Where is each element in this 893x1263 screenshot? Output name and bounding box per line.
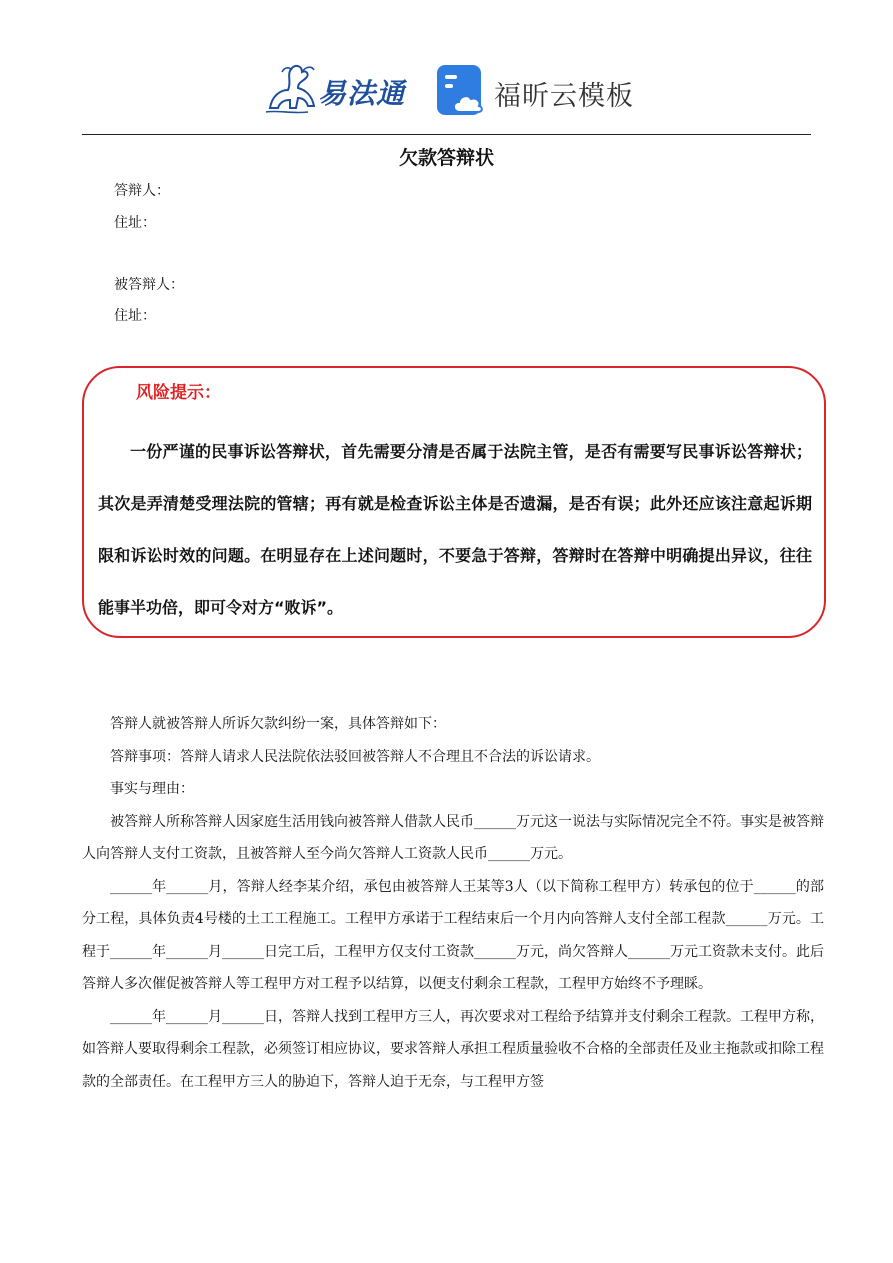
logo1-text: 易法通 [318, 77, 406, 110]
document-header [0, 56, 893, 126]
body-paragraph: ______年______月______日，答辩人找到工程甲方三人，再次要求对工程给予结算并支付剩余工程款。工程甲方称，如答辩人要取得剩余工程款，必须签订相应协议，要求答辩人承担工程质量验收不合格的全部责任及业主拖款或扣除工程款的全部责任。在工程甲方三人的胁迫下，答辩人迫于无奈，与工程甲方签 [82, 1008, 824, 1090]
respondent-label: 答辩人： [114, 183, 170, 199]
body-paragraph: 答辩事项：答辩人请求人民法院依法驳回被答辩人不合理且不合法的诉讼请求。 [110, 748, 600, 765]
opponent-address-label: 住址： [114, 308, 156, 324]
respondent-address-label: 住址： [114, 215, 156, 231]
body-paragraph: 被答辩人所称答辩人因家庭生活用钱向被答辩人借款人民币______万元这一说法与实际情况完全不符。事实是被答辩人向答辩人支付工资款，且被答辩人至今尚欠答辩人工资款人民币______万元。 [82, 813, 824, 862]
document-title: 欠款答辩状 [398, 147, 494, 169]
risk-notice-title: 风险提示： [136, 383, 221, 403]
document-body [82, 708, 824, 1098]
cloud-document-icon [436, 64, 486, 118]
opponent-label: 被答辩人： [114, 277, 184, 293]
yifatong-logo [262, 60, 412, 118]
fuxin-logo [436, 64, 636, 120]
qilin-icon [262, 60, 322, 118]
logo2-text: 福昕云模板 [494, 81, 634, 112]
body-paragraph: 答辩人就被答辩人所诉欠款纠纷一案，具体答辩如下： [110, 716, 446, 732]
body-paragraph: 事实与理由： [110, 781, 194, 797]
body-paragraph: ______年______月，答辩人经李某介绍，承包由被答辩人王某等3人（以下简称工程甲方）转承包的位于______的部分工程，具体负责4号楼的土工工程施工。工程甲方承诺于工程结束后一个月内向答辩人支付全部工程款______万元。工程于______年______月______日完工后，工程甲方仅支付工资款______万元，尚欠答辩人______万元工资款未支付。此后答辩人多次催促被答辩人等工程甲方对工程予以结算，以便支付剩余工程款，工程甲方始终不予理睬。 [82, 878, 824, 992]
risk-notice-box [82, 366, 826, 638]
header-divider [82, 134, 811, 135]
risk-notice-text: 一份严谨的民事诉讼答辩状，首先需要分清是否属于法院主管，是否有需要写民事诉讼答辩状；其次是弄清楚受理法院的管辖；再有就是检查诉讼主体是否遗漏，是否有误；此外还应该注意起诉期限和诉讼时效的问题。在明显存在上述问题时，不要急于答辩，答辩时在答辩中明确提出异议，往往能事半功倍，即可令对方“败诉”。 [98, 442, 812, 617]
